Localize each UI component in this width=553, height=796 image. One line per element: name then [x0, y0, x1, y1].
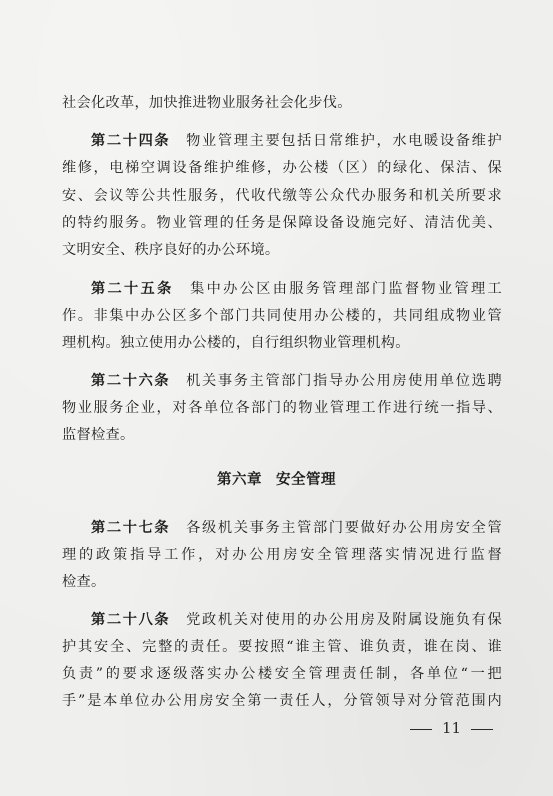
article-28-line-3: 负责”的要求逐级落实办公楼安全管理责任制，各单位“一把 — [62, 666, 502, 682]
article-24-line-5: 文明安全、秩序良好的办公环境。 — [62, 242, 280, 258]
chapter-heading — [0, 470, 553, 490]
article-28-line-4: 手”是本单位办公用房安全第一责任人，分管领导对分管范围内 — [62, 693, 502, 709]
article-26-line-3: 监督检查。 — [62, 427, 135, 443]
article-25-line-2: 作。非集中办公区多个部门共同使用办公楼的，共同组成物业管 — [62, 308, 502, 324]
article-25-line-1: 第二十五条 集中办公区由服务管理部门监督物业管理工 — [91, 281, 502, 297]
article-28-line-1: 第二十八条 党政机关对使用的办公用房及附属设施负有保 — [91, 612, 502, 628]
article-25-heading: 第二十五条 — [91, 281, 174, 297]
article-26-line-2: 物业服务企业，对各单位各部门的物业管理工作进行统一指导、 — [62, 400, 502, 416]
article-24-line-1: 第二十四条 物业管理主要包括日常维护，水电暖设备维护 — [91, 133, 502, 149]
page-number-value: 11 — [442, 719, 462, 737]
page-number — [410, 718, 500, 738]
article-28-heading: 第二十八条 — [91, 612, 171, 628]
dash-left — [410, 729, 432, 730]
chapter-title: 安全管理 — [276, 472, 336, 488]
article-27-line-3: 检查。 — [62, 574, 106, 590]
article-24-line-2: 维修，电梯空调设备维护维修，办公楼（区）的绿化、保洁、保 — [62, 160, 502, 176]
article-24-line-3: 安、会议等公共性服务，代收代缴等公众代办服务和机关所要求 — [62, 188, 502, 204]
chapter-number: 第六章 — [217, 472, 262, 488]
article-25-line-3: 理机构。独立使用办公楼的，自行组织物业管理机构。 — [62, 335, 410, 351]
article-27-line-2: 理的政策指导工作，对办公用房安全管理落实情况进行监督 — [62, 547, 502, 563]
article-24-line-4: 的特约服务。物业管理的任务是保障设备设施完好、清洁优美、 — [62, 215, 502, 231]
article-27-line-1: 第二十七条 各级机关事务主管部门要做好办公用房安全管 — [91, 520, 502, 536]
article-26-heading: 第二十六条 — [91, 373, 171, 389]
article-28-line-2: 护其安全、完整的责任。要按照“谁主管、谁负责，谁在岗、谁 — [62, 639, 502, 655]
article-24-heading: 第二十四条 — [91, 133, 171, 149]
article-27-heading: 第二十七条 — [91, 520, 171, 536]
article-26-line-1: 第二十六条 机关事务主管部门指导办公用房使用单位选聘 — [91, 373, 502, 389]
dash-right — [471, 729, 493, 730]
paragraph-continuation: 社会化改革，加快推进物业服务社会化步伐。 — [62, 95, 352, 111]
